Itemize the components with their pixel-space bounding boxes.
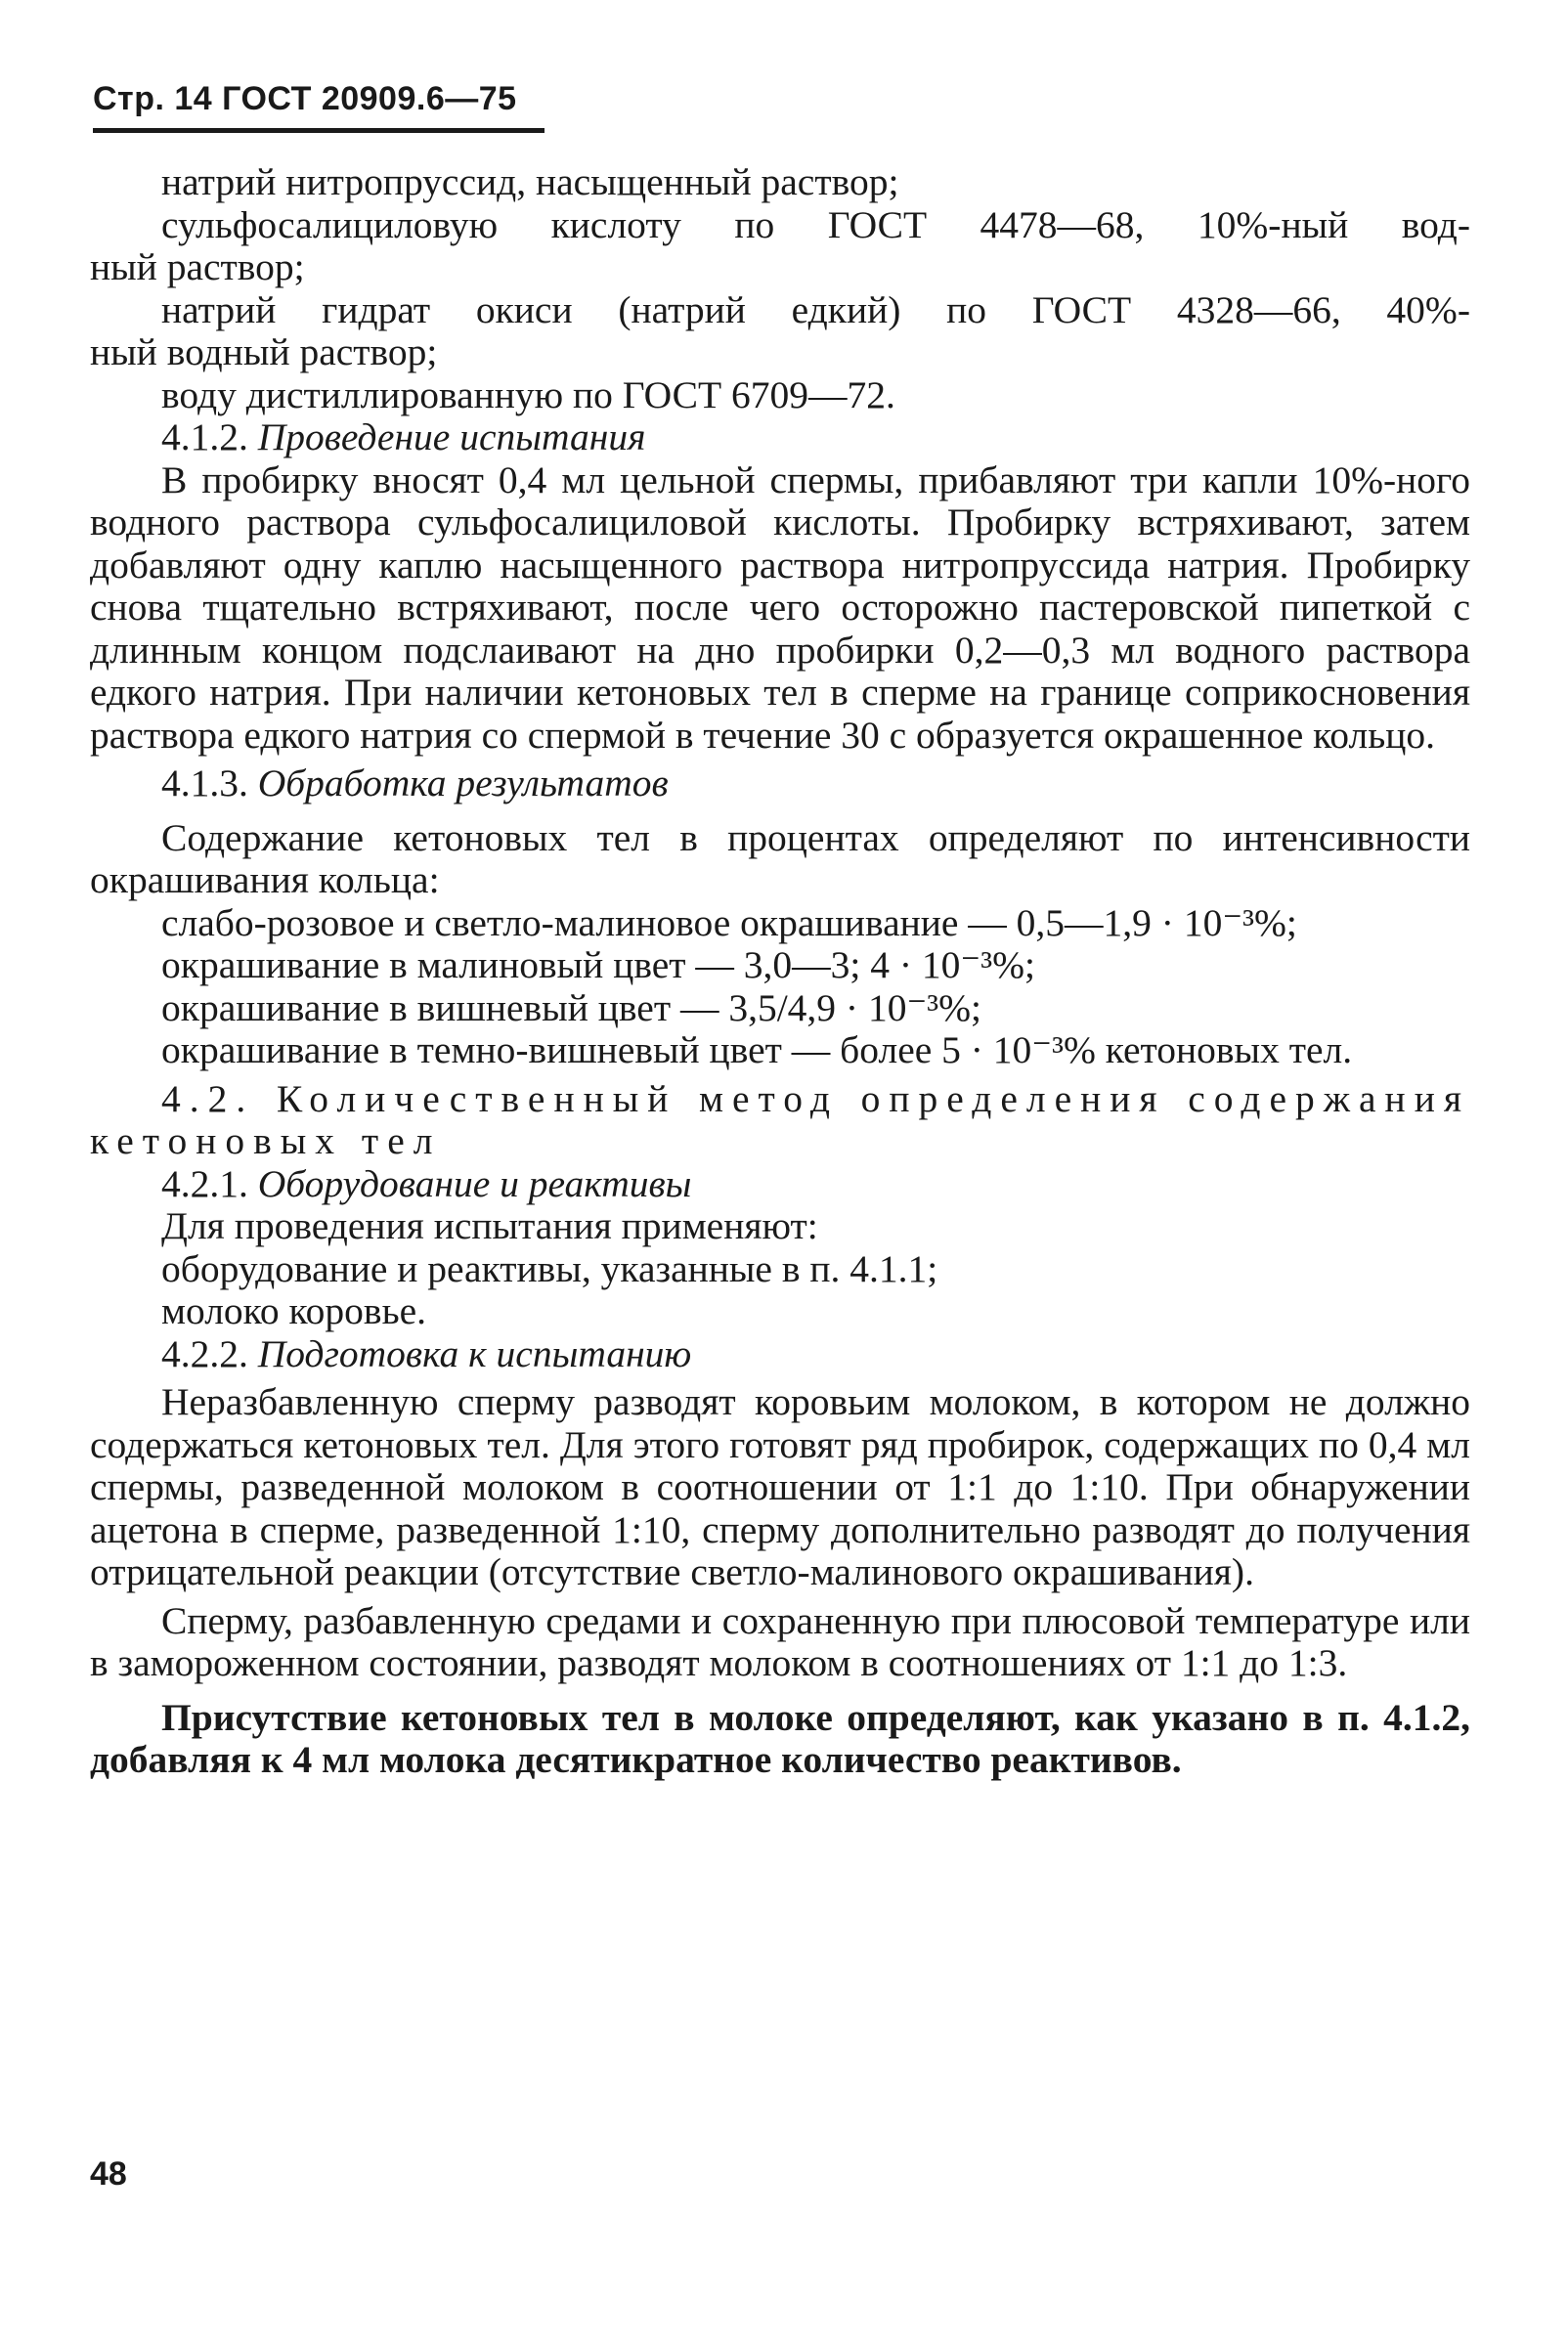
section-number: 4.2.2. — [161, 1331, 248, 1375]
paragraph-equipment: Для проведения испытания применяют: — [161, 1204, 818, 1247]
paragraph-preparation: Сперму, разбавленную средами и сохраненную при плюсовой температуре или в замороженном состоянии, разводят молоком в соотношениях от 1:1 до 1:3. — [90, 1598, 1470, 1684]
reagent-line: ный раствор; — [90, 245, 305, 288]
section-heading-4-2-1 — [90, 1163, 1470, 1206]
result-item: слабо-розовое и светло-малиновое окрашивание — 0,5—1,9 · 10⁻³%; — [161, 900, 1297, 944]
section-title: Проведение испытания — [257, 415, 646, 458]
reagent-line: воду дистиллированную по ГОСТ 6709—72. — [161, 372, 895, 416]
section-number: 4.1.2. — [161, 415, 248, 458]
reagent-line: натрий гидрат окиси (натрий едкий) по ГОСТ 4328—66, 40%- — [161, 287, 1470, 331]
section-title: Обработка результатов — [257, 761, 669, 804]
reagent-line: натрий нитропруссид, насыщенный раствор; — [161, 160, 899, 203]
result-item: окрашивание в вишневый цвет — 3,5/4,9 · 10⁻³%; — [161, 985, 982, 1029]
paragraph-equipment: молоко коровье. — [161, 1289, 427, 1332]
paragraph-equipment: оборудование и реактивы, указанные в п. 4.1.1; — [161, 1246, 938, 1290]
page-number: 48 — [90, 2155, 127, 2193]
section-heading-4-1-2 — [90, 416, 1470, 459]
result-item: окрашивание в малиновый цвет — 3,0—3; 4 · 10⁻³%; — [161, 943, 1035, 986]
paragraph-results: Содержание кетоновых тел в процентах определяют по интенсивности окрашивания кольца: — [90, 815, 1470, 901]
paragraph-preparation: Неразбавленную сперму разводят коровьим молоком, в котором не должно содержаться кетоновых тел. Для этого готовят ряд пробирок, содержащих по 0,4 мл спермы, разведенной молоком в соотношении от 1:1 до 1:10. При обнаружении ацетона в сперме, разведенной 1:10, сперму дополнительно разводят до получения отрицательной реакции (отсутствие светло-малинового окрашивания). — [90, 1380, 1470, 1593]
reagent-line: ный водный раствор; — [90, 330, 438, 373]
running-head: Стр. 14 ГОСТ 20909.6—75 — [93, 80, 517, 117]
section-heading-4-1-3 — [90, 762, 1470, 805]
section-number: 4.1.3. — [161, 761, 248, 804]
section-number: 4.2.1. — [161, 1161, 248, 1205]
document-body — [90, 161, 1470, 1782]
running-head-rule — [93, 80, 544, 133]
paragraph-preparation: Присутствие кетоновых тел в молоке определяют, как указано в п. 4.1.2, добавляя к 4 мл молока десятикратное количество реактивов. — [90, 1695, 1470, 1781]
section-heading-4-2-2 — [90, 1333, 1470, 1376]
paragraph-procedure: В пробирку вносят 0,4 мл цельной спермы, прибавляют три капли 10%-ного водного раствора сульфосалициловой кислоты. Пробирку встряхивают, затем добавляют одну каплю насыщенного раствора нитропруссида натрия. Пробирку снова тщательно встряхивают, после чего осторожно пастеровской пипеткой с длинным концом подслаивают на дно пробирки 0,2—0,3 мл водного раствора едкого натрия. При наличии кетоновых тел в сперме на границе соприкосновения раствора едкого натрия со спермой в течение 30 с образуется окрашенное кольцо. — [90, 457, 1470, 757]
section-title: Подготовка к испытанию — [257, 1331, 692, 1375]
section-heading-4-2: 4.2. Количественный метод определения содержания кетоновых тел — [90, 1076, 1470, 1162]
reagent-line: сульфосалициловую кислоту по ГОСТ 4478—68, 10%-ный вод- — [161, 202, 1470, 246]
section-title: Оборудование и реактивы — [257, 1161, 692, 1205]
result-item: окрашивание в темно-вишневый цвет — более 5 · 10⁻³% кетоновых тел. — [161, 1028, 1353, 1071]
